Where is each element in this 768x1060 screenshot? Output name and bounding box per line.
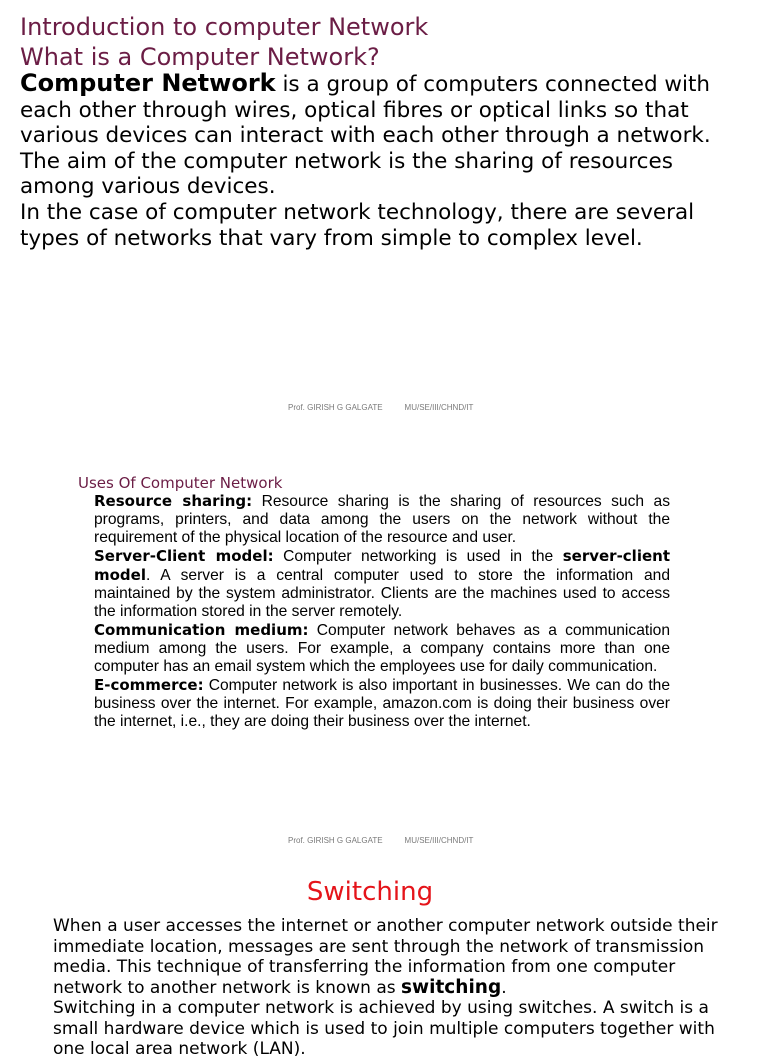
footer-author: Prof. GIRISH G GALGATE xyxy=(288,403,383,412)
title-line-1: Introduction to computer Network xyxy=(20,13,429,41)
definition-term: Computer Network xyxy=(20,69,276,97)
definition-text: is a group of computers connected with each other through wires, optical fibres or optical links so that various devices can interact with each other through a network. xyxy=(20,72,711,149)
aim-paragraph: The aim of the computer network is the sharing of resources among various devices. xyxy=(20,148,673,200)
slide-uses xyxy=(0,430,768,860)
slide-body xyxy=(53,916,743,1060)
item-term: Communication medium: xyxy=(94,621,309,639)
switches-paragraph: Switching in a computer network is achieved by using switches. A switch is a small hardware device which is used to join multiple computers together with one local area network (LAN). xyxy=(53,998,715,1059)
uses-list xyxy=(94,492,670,731)
title-line-2: What is a Computer Network? xyxy=(20,43,380,71)
slide-footer xyxy=(288,403,473,412)
item-text: Computer network is also important in businesses. We can do the business over the internet. For example, amazon.com is doing their business over the internet, i.e., they are doing their business over the internet. xyxy=(94,677,670,730)
item-term: Server-Client model: xyxy=(94,547,274,565)
switching-end: . xyxy=(501,977,507,998)
slide-title: Uses Of Computer Network xyxy=(78,474,283,492)
list-item xyxy=(94,621,670,676)
item-text: Resource sharing is the sharing of resources such as programs, printers, and data among the users on the network without the requirement of the physical location of the resource and user. xyxy=(94,493,670,546)
definition-paragraph xyxy=(20,71,745,149)
item-text: . A server is a central computer used to store the information and maintained by the system administrator. Clients are the machines used to access the information stored in the server remotely. xyxy=(94,567,670,620)
item-text: Computer networking is used in the xyxy=(273,548,563,565)
slide-title xyxy=(20,12,428,72)
slide-footer xyxy=(288,836,473,845)
switching-term: switching xyxy=(401,976,502,998)
item-term-inline: server-client model xyxy=(94,547,670,584)
footer-author: Prof. GIRISH G GALGATE xyxy=(288,836,383,845)
list-item xyxy=(94,492,670,547)
footer-code: MU/SE/III/CHND/IT xyxy=(404,836,474,845)
switching-text: When a user accesses the internet or another computer network outside their immediate location, messages are sent through the network of transmission media. This technique of transferring the information from one computer network to another network is known as xyxy=(53,916,718,998)
footer-code: MU/SE/III/CHND/IT xyxy=(404,403,474,412)
item-text: Computer network behaves as a communication medium among the users. For example, a company contains more than one computer has an email system which the employees use for daily communication. xyxy=(94,622,671,675)
slide-body xyxy=(20,71,745,251)
list-item xyxy=(94,547,670,621)
switching-paragraph xyxy=(53,916,743,998)
types-paragraph: In the case of computer network technology, there are several types of networks that vary from simple to complex level. xyxy=(20,199,695,251)
slide-title: Switching xyxy=(306,877,434,907)
slide-introduction xyxy=(0,0,768,430)
list-item xyxy=(94,676,670,731)
item-term: Resource sharing: xyxy=(94,492,253,510)
item-term: E-commerce: xyxy=(94,676,204,694)
slide-switching xyxy=(0,860,768,1059)
